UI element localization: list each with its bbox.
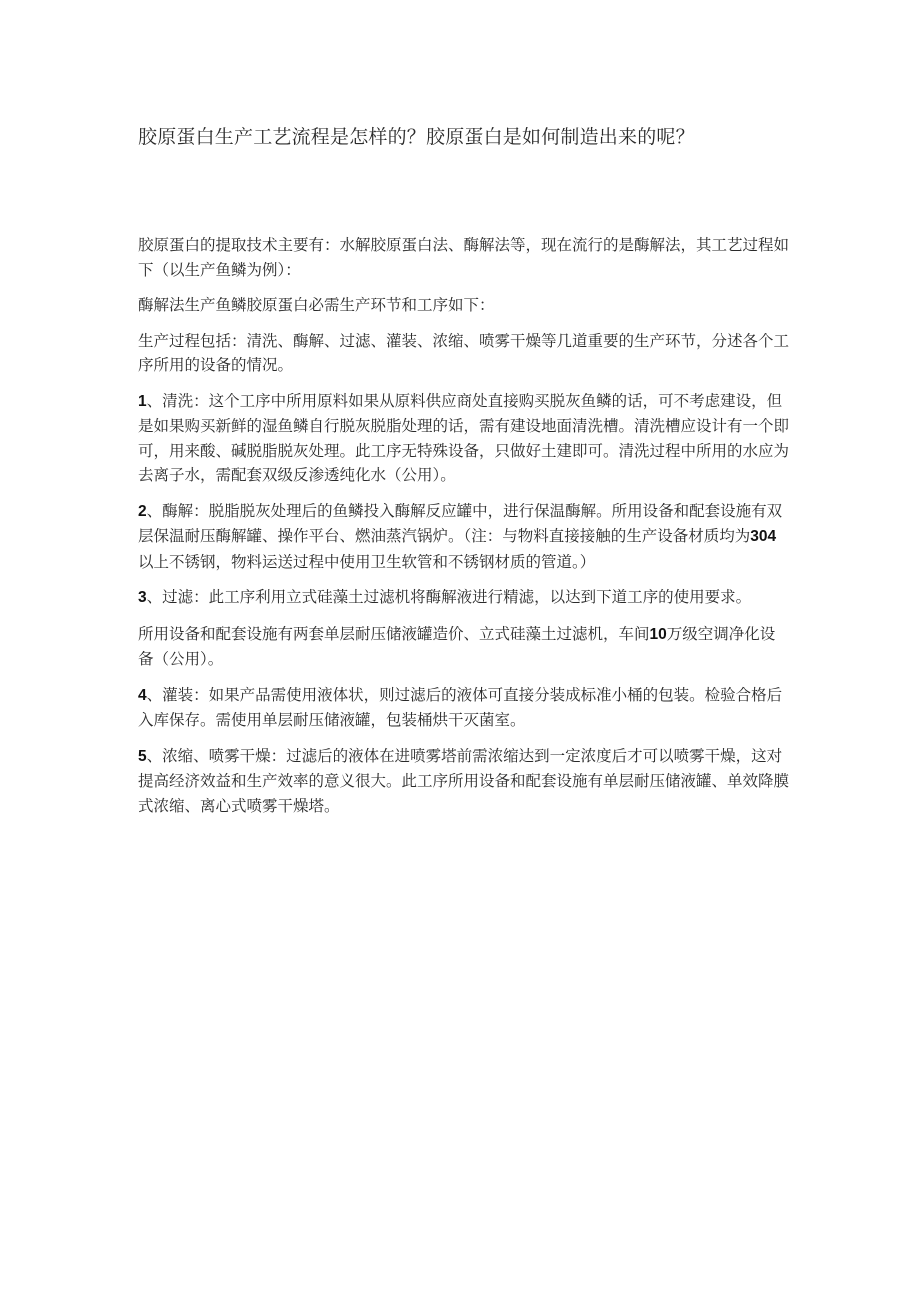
page-title: 胶原蛋白生产工艺流程是怎样的？胶原蛋白是如何制造出来的呢？ bbox=[138, 126, 695, 148]
step-number: 2 bbox=[138, 502, 147, 520]
step-5-paragraph bbox=[138, 744, 790, 819]
step-4-paragraph bbox=[138, 683, 790, 733]
step-text: 、清洗：这个工序中所用原料如果从原料供应商处直接购买脱灰鱼鳞的话，可不考虑建设，但是如果购买新鲜的湿鱼鳞自行脱灰脱脂处理的话，需有建设地面清洗槽。清洗槽应设计有一个即可，用来酸、碱脱脂脱灰处理。此工序无特殊设备，只做好土建即可。清洗过程中所用的水应为去离子水，需配套双级反渗透纯化水（公用）。 bbox=[138, 391, 790, 484]
step-3-equipment-paragraph bbox=[138, 622, 790, 672]
material-grade-value: 304 bbox=[750, 528, 777, 545]
overview-paragraph: 生产过程包括：清洗、酶解、过滤、灌装、浓缩、喷雾干燥等几道重要的生产环节，分述各个工序所用的设备的情况。 bbox=[138, 331, 790, 374]
step-text: 、浓缩、喷雾干燥：过滤后的液体在进喷雾塔前需浓缩达到一定浓度后才可以喷雾干燥，这对提高经济效益和生产效率的意义很大。此工序所用设备和配套设施有单层耐压储液罐、单效降膜式浓缩、离心式喷雾干燥塔。 bbox=[138, 746, 790, 815]
step-text: 、灌装：如果产品需使用液体状，则过滤后的液体可直接分装成标准小桶的包装。检验合格后入库保存。需使用单层耐压储液罐，包装桶烘干灭菌室。 bbox=[138, 685, 783, 729]
clean-class-value: 10 bbox=[649, 625, 667, 643]
step-2-paragraph bbox=[138, 499, 790, 575]
step-1-paragraph bbox=[138, 389, 790, 488]
step-number: 4 bbox=[138, 686, 147, 704]
document-body bbox=[138, 233, 790, 829]
step-3-paragraph bbox=[138, 585, 790, 611]
step-number: 3 bbox=[138, 589, 147, 606]
step-text: 、酶解：脱脂脱灰处理后的鱼鳞投入酶解反应罐中，进行保温酶解。所用设备和配套设施有双层保温耐压酶解罐、操作平台、燃油蒸汽锅炉。（注：与物料直接接触的生产设备材质均为 bbox=[138, 501, 783, 545]
step-number: 5 bbox=[138, 747, 147, 765]
intro-paragraph: 胶原蛋白的提取技术主要有：水解胶原蛋白法、酶解法等，现在流行的是酶解法，其工艺过程如下（以生产鱼鳞为例）： bbox=[138, 236, 790, 279]
step-number: 1 bbox=[138, 392, 147, 410]
process-heading-paragraph: 酶解法生产鱼鳞胶原蛋白必需生产环节和工序如下： bbox=[138, 296, 495, 314]
step-text-continued: 万级空调净化设备（公用）。 bbox=[138, 624, 776, 668]
step-text: 、过滤：此工序利用立式硅藻土过滤机将酶解液进行精滤，以达到下道工序的使用要求。 bbox=[146, 588, 752, 606]
step-text-continued: 以上不锈钢，物料运送过程中使用卫生软管和不锈钢材质的管道。） bbox=[138, 552, 596, 571]
step-text: 所用设备和配套设施有两套单层耐压储液罐造价、立式硅藻土过滤机，车间 bbox=[138, 624, 650, 643]
